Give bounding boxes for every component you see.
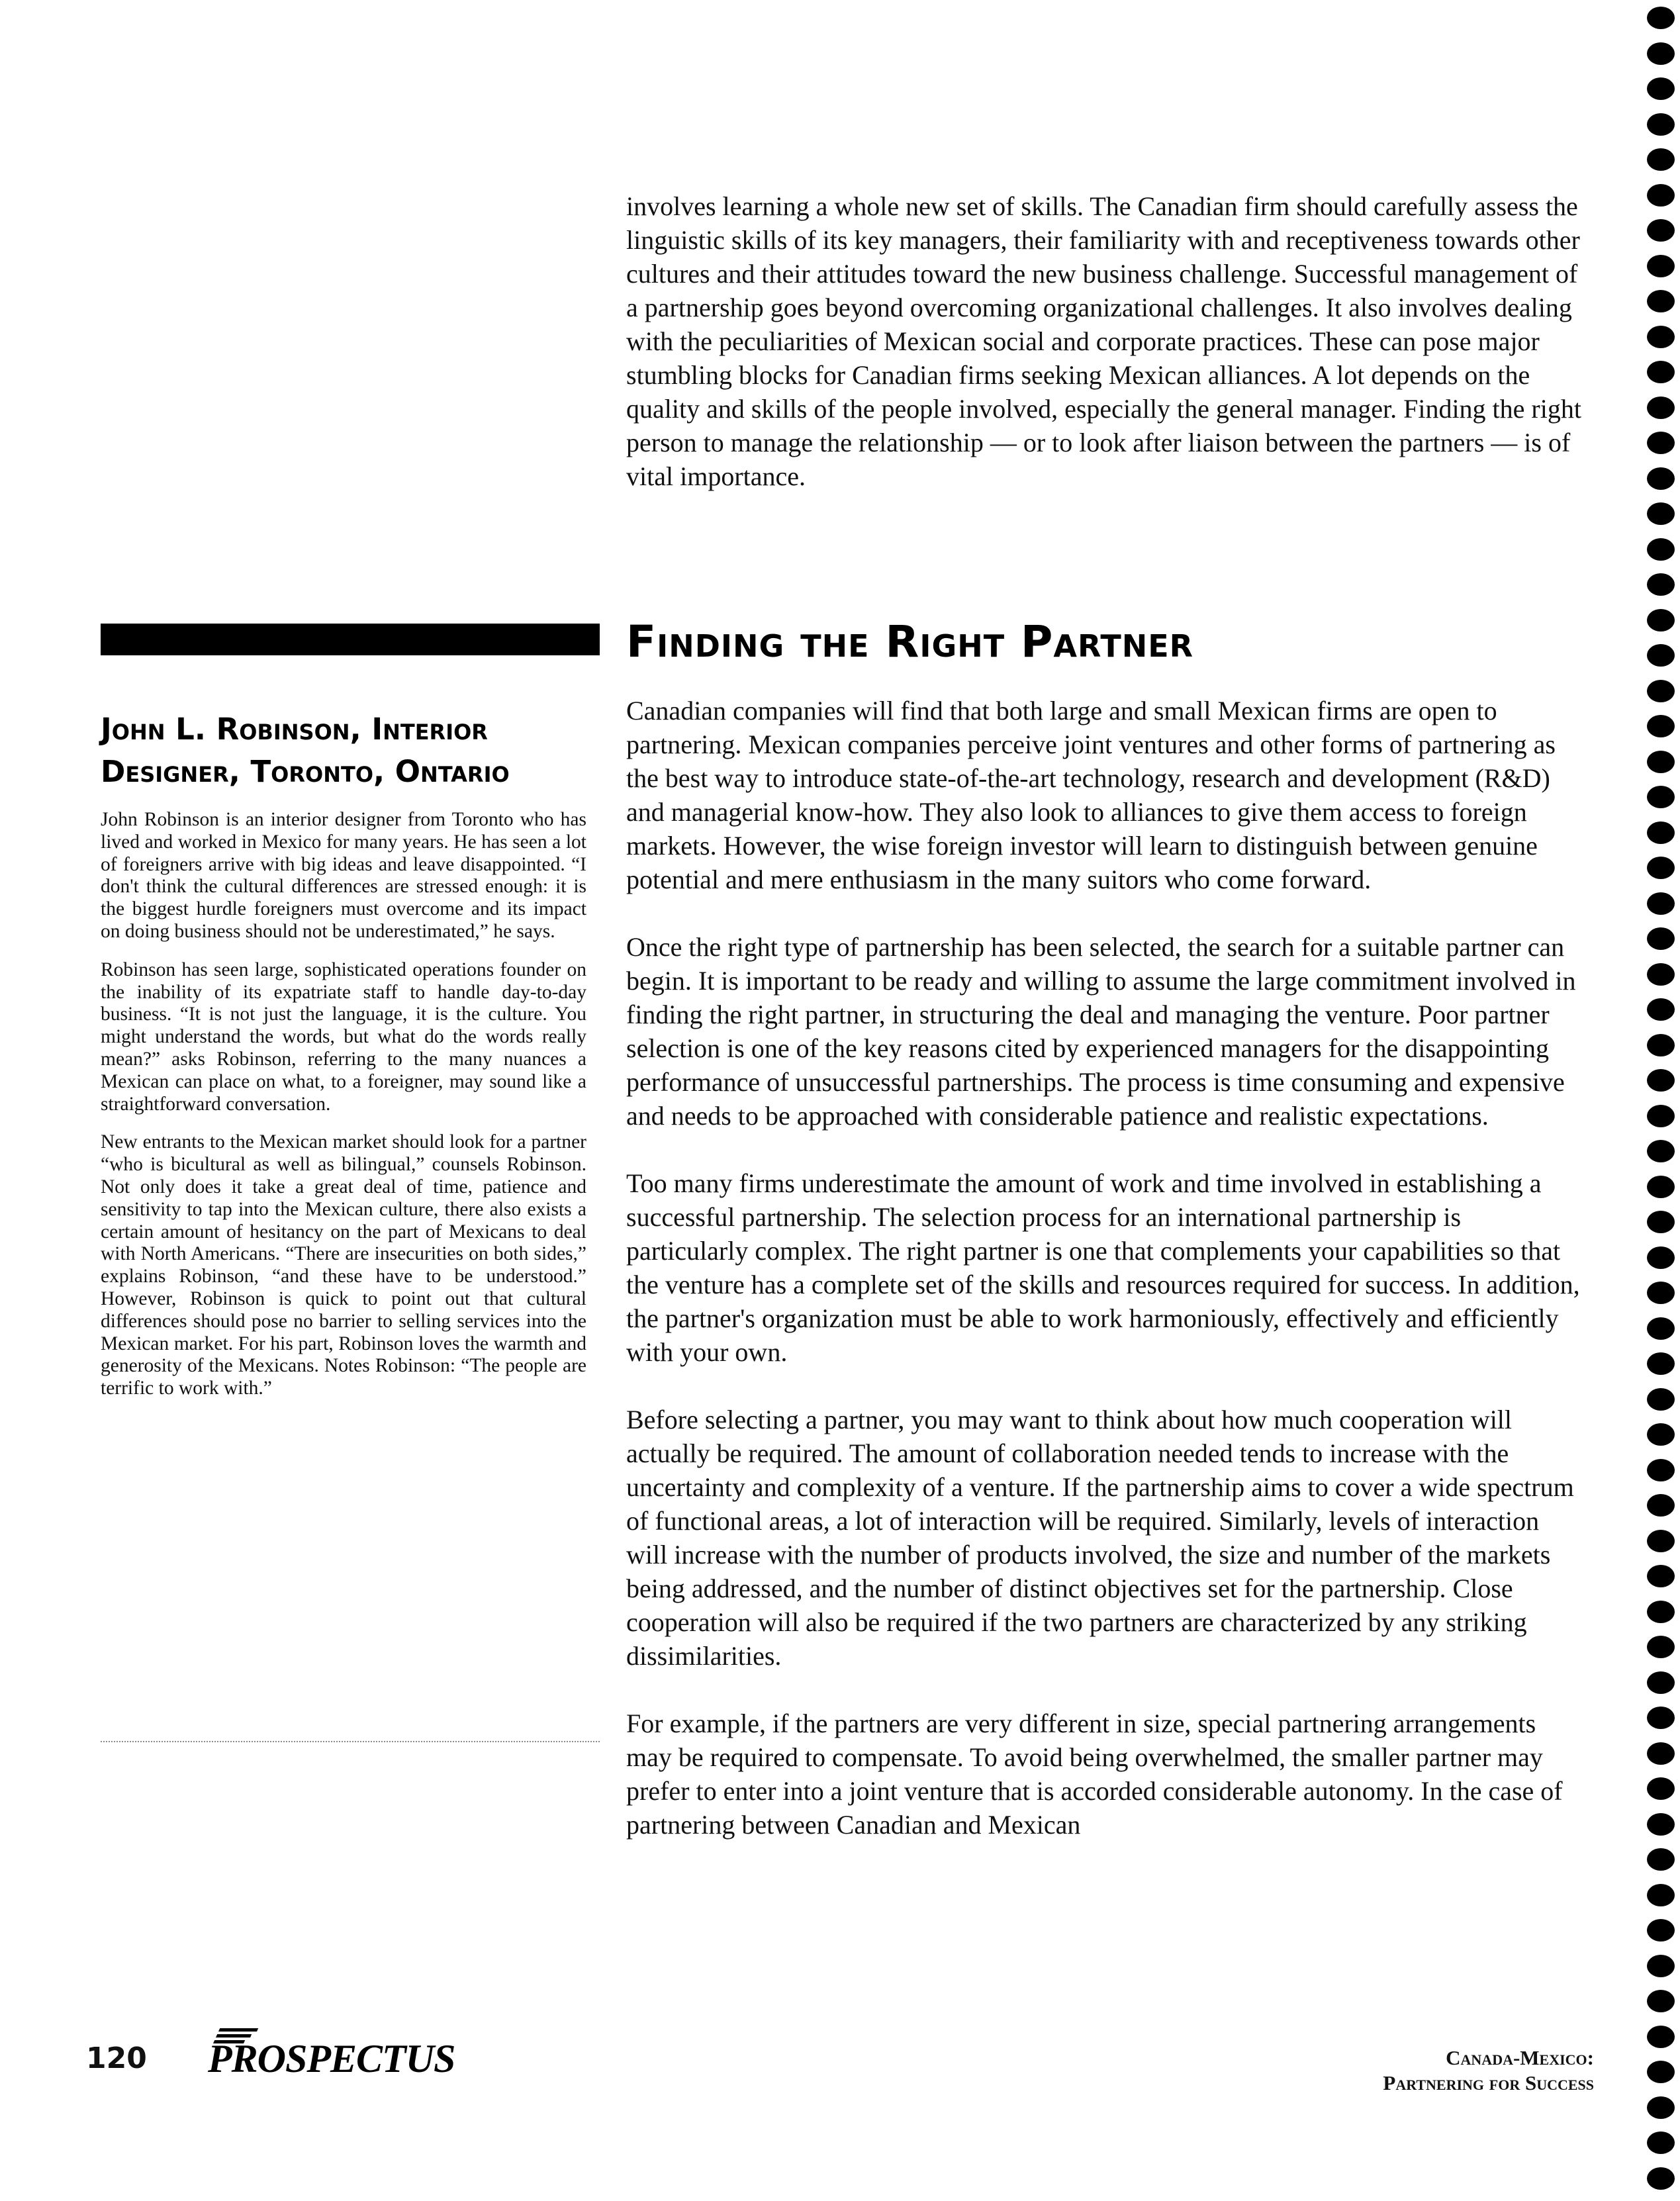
binding-hole [1647,1352,1675,1375]
binding-hole [1647,1211,1675,1233]
binding-hole [1647,7,1675,29]
binding-hole [1647,857,1675,879]
binding-hole [1647,1459,1675,1481]
binding-hole [1647,1034,1675,1056]
binding-hole [1647,2131,1675,2154]
binding-hole [1647,1105,1675,1127]
sidebar-title: John L. Robinson, Interior Designer, Toronto, Ontario [101,712,510,789]
sidebar-paragraph: Robinson has seen large, sophisticated operations founder on the inability of its expatriate staff to handle day-to-day business. “It is not just the language, it is the culture. You might understand the words, but what do the words really mean?” asks Robinson, referring to the many nuances a Mexican can place on what, to a foreigner, may sound like a straightforward conversation. [101,959,586,1115]
binding-hole [1647,219,1675,242]
body-paragraph: Too many firms underestimate the amount of work and time involved in establishing a successful partnership. The selection process for an international partnership is particularly complex. The right partner is one that complements your capabilities so that the venture has a complete set of the skills and resources required for success. In addition, the partner's organization must be able to work harmoniously, effectively and efficiently with your own. [626,1168,1580,1367]
main-section [626,616,1586,1875]
binding-hole [1647,1742,1675,1765]
binding-hole [1647,609,1675,632]
binding-hole [1647,963,1675,986]
sidebar-header-bar [101,624,600,655]
intro-column [626,189,1586,493]
binding-hole [1647,1565,1675,1587]
binding-hole [1647,397,1675,419]
body-paragraph: Before selecting a partner, you may want to think about how much cooperation will actually be required. The amount of collaboration needed tends to increase with the uncertainty and complexity of a venture. If the partnership aims to cover a wide spectrum of functional areas, a lot of interaction will be required. Similarly, levels of interaction will increase with the number of products involved, the size and number of the markets being addressed, and the number of distinct objectives set for the partnership. Close cooperation will also be required if the two partners are characterized by any striking dissimilarities. [626,1405,1574,1671]
page-number: 120 [86,2041,147,2075]
binding-hole [1647,432,1675,454]
binding-hole [1647,573,1675,596]
binding-hole [1647,148,1675,171]
binding-hole [1647,290,1675,312]
binding-hole [1647,1282,1675,1304]
binding-hole [1647,998,1675,1021]
logo-wordmark: PROSPECTUS [208,2037,455,2079]
binding-hole [1647,786,1675,808]
binding-hole [1647,1317,1675,1340]
binding-hole [1647,538,1675,561]
publication-title-line: Partnering for Success [1383,2071,1594,2094]
binding-hole [1647,2167,1675,2190]
binding-hole [1647,1848,1675,1871]
binding-hole [1647,1388,1675,1411]
section-title: Finding the Right Partner [626,616,1194,667]
binding-hole [1647,1246,1675,1269]
binding-hole [1647,1423,1675,1446]
binding-hole [1647,1530,1675,1552]
binding-hole [1647,1494,1675,1517]
binding-hole [1647,1069,1675,1092]
binding-hole [1647,644,1675,667]
binding-hole [1647,1955,1675,1977]
sidebar-paragraph: New entrants to the Mexican market should look for a partner “who is bicultural as well as bilingual,” counsels Robinson. Not only does it take a great deal of time, patience and sensitivity to tap into the Mexican culture, there also exists a certain amount of hesitancy on the part of Mexicans to deal with North Americans. “There are insecurities on both sides,” explains Robinson, “and these have to be understood.” However, Robinson is quick to point out that cultural differences should pose no barrier to selling services into the Mexican market. For his part, Robinson loves the warmth and generosity of the Mexicans. Notes Robinson: “The people are terrific to work with.” [101,1131,586,1399]
sidebar-divider [101,1741,600,1742]
publication-title-line: Canada-Mexico: [1446,2046,1594,2069]
binding-hole [1647,1990,1675,2012]
binding-hole [1647,467,1675,490]
binding-hole [1647,751,1675,773]
binding-hole [1647,1919,1675,1942]
binding-hole [1647,892,1675,915]
binding-hole [1647,113,1675,136]
binding-hole [1647,680,1675,702]
binding-hole [1647,2061,1675,2083]
binding-hole [1647,2096,1675,2119]
binding-hole [1647,42,1675,65]
binding-hole [1647,1777,1675,1800]
binding-hole [1647,255,1675,277]
binding-hole [1647,821,1675,844]
binding-hole [1647,77,1675,100]
sidebar-paragraph: John Robinson is an interior designer from Toronto who has lived and worked in Mexico for many years. He has seen a lot of foreigners arrive with big ideas and leave disappointed. “I don't think the cultural differences are stressed enough: it is the biggest hurdle foreigners must overcome and its impact on doing business should not be underestimated,” he says. [101,809,586,942]
binding-hole [1647,502,1675,525]
binding-hole [1647,1884,1675,1906]
binding-hole [1647,927,1675,950]
intro-paragraph: involves learning a whole new set of skills. The Canadian firm should carefully assess the linguistic skills of its key managers, their familiarity with and receptiveness towards other cultures and their attitudes toward the new business challenge. Successful management of a partnership goes beyond overcoming organizational challenges. It also involves dealing with the peculiarities of Mexican social and corporate practices. These can pose major stumbling blocks for Canadian firms seeking Mexican alliances. A lot depends on the quality and skills of the people involved, especially the general manager. Finding the right person to manage the relationship — or to look after liaison between the partners — is of vital importance. [626,191,1581,491]
spiral-binding [1647,0,1680,2201]
binding-hole [1647,1707,1675,1729]
binding-hole [1647,326,1675,348]
binding-hole [1647,2026,1675,2048]
binding-hole [1647,184,1675,207]
binding-hole [1647,1601,1675,1623]
binding-hole [1647,1671,1675,1694]
profile-sidebar [101,708,586,1416]
binding-hole [1647,1636,1675,1658]
binding-hole [1647,1813,1675,1836]
prospectus-logo [199,2026,477,2079]
body-paragraph: Canadian companies will find that both large and small Mexican firms are open to partnering. Mexican companies perceive joint ventures and other forms of partnering as the best way to introduce state-of-the-art technology, research and development (R&D) and managerial know-how. They also look to alliances to give them access to foreign markets. However, the wise foreign investor will learn to distinguish between genuine potential and mere enthusiasm in the many suitors who come forward. [626,696,1556,894]
binding-hole [1647,361,1675,383]
body-paragraph: Once the right type of partnership has been selected, the search for a suitable partner can begin. It is important to be ready and willing to assume the large commitment involved in finding the right partner, in structuring the deal and managing the venture. Poor partner selection is one of the key reasons cited by experienced managers for the disappointing performance of unsuccessful partnerships. The process is time consuming and expensive and needs to be approached with considerable patience and realistic expectations. [626,932,1576,1131]
body-paragraph: For example, if the partners are very different in size, special partnering arrangements may be required to compensate. To avoid being overwhelmed, the smaller partner may prefer to enter into a joint venture that is accorded considerable autonomy. In the case of partnering between Canadian and Mexican [626,1709,1563,1840]
publication-title [1131,2045,1594,2096]
binding-hole [1647,1176,1675,1198]
binding-hole [1647,1140,1675,1162]
binding-hole [1647,715,1675,737]
